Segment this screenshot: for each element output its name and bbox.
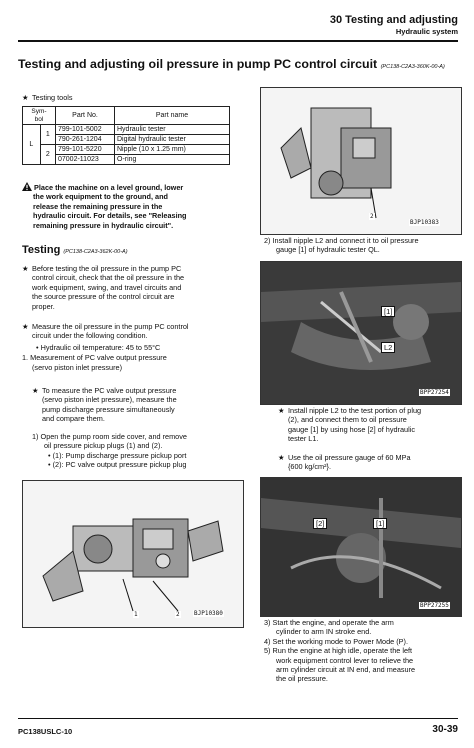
steps-end: 3) Start the engine, and operate the arm cylinder to arm IN stroke end. 4) Set the working mode to Power Mode (P). 5) Run the engine at high idle, operate the left work equipment control lever to relieve the arm cylinder circuit at IN end, and measure the oil pressure. xyxy=(264,618,416,684)
figure-code: BPP27255 xyxy=(420,602,449,609)
testing-paragraph-2: ★ Measure the oil pressure in the pump PC control circuit under the following condition. • Hydraulic oil temperature: 45 to 55°C 1. Measurement of PC valve output pressure (servo piston inlet pressure) xyxy=(22,322,189,372)
testing-tools-table xyxy=(22,106,230,165)
figure-code: BJP10383 xyxy=(410,219,439,226)
pump-drawing xyxy=(261,88,461,234)
section-subtitle: Hydraulic system xyxy=(395,27,458,36)
photo-install-nipple xyxy=(260,261,462,405)
star-icon: ★ xyxy=(22,264,29,273)
page-title-code: (PC138-C2A3-360K-00-A) xyxy=(380,64,445,70)
col-symbol-header: Sym- bol xyxy=(23,107,56,125)
col-part-header: Part No. xyxy=(56,107,115,125)
symbol-cell: L xyxy=(23,125,41,165)
figure-code: BJP10380 xyxy=(194,610,223,617)
testing-substep-1: 1) Open the pump room side cover, and remove oil pressure pickup plugs (1) and (2). • (1): Pump discharge pressure pickup port • (2): PC valve output pressure pickup plug xyxy=(32,432,187,470)
page-number: 30-39 xyxy=(432,724,458,735)
star-icon: ★ xyxy=(32,386,39,395)
callout-hose-2: [2] xyxy=(313,518,327,529)
testing-tools-label: ★ Testing tools xyxy=(22,93,73,102)
model-number: PC138USLC-10 xyxy=(18,727,73,736)
header-rule xyxy=(18,40,458,42)
right-paragraph-2: ★ Use the oil pressure gauge of 60 MPa {600 kg/cm²}. xyxy=(278,453,411,472)
callout-2: 2 xyxy=(176,611,180,618)
footer-rule xyxy=(18,718,458,719)
testing-heading: Testing (PC138-C2A3-362K-00-A) xyxy=(22,244,128,256)
col-name-header: Part name xyxy=(115,107,230,125)
callout-nipple-l2: L2 xyxy=(381,342,395,353)
section-title: 30 Testing and adjusting xyxy=(329,14,458,26)
page-title xyxy=(18,57,463,74)
page-title-text: Testing and adjusting oil pressure in pump PC control circuit xyxy=(18,57,378,71)
callout-1: 1 xyxy=(134,611,138,618)
table-row: 790-261-1204 Digital hydraulic tester xyxy=(23,135,230,145)
table-row: L 1 799-101-5002 Hydraulic tester xyxy=(23,125,230,135)
warning-icon xyxy=(22,182,32,191)
pump-drawing xyxy=(23,481,243,627)
testing-paragraph-3: ★ To measure the PC valve output pressure (servo piston inlet pressure), measure the pump discharge pressure simultaneously and compare them. xyxy=(32,386,177,424)
callout-gauge-1: [1] xyxy=(373,518,387,529)
right-paragraph-1: ★ Install nipple L2 to the test portion of plug (2), and connect them to oil pressure gauge [1] by using hose [2] of hydraulic tester L1. xyxy=(278,406,422,444)
photo-gauge-hose xyxy=(260,477,462,617)
testing-paragraph-1: ★ Before testing the oil pressure in the pump PC control circuit, check that the oil pressure in the work equipment, swing, and travel circuits and the source pressure of the control circuit are proper. xyxy=(22,264,185,311)
table-row: 07002-11023 O-ring xyxy=(23,155,230,165)
engine-photo xyxy=(261,262,461,404)
star-icon: ★ xyxy=(278,406,285,415)
callout-2: 2 xyxy=(370,213,374,220)
step-2: 2) Install nipple L2 and connect it to oil pressure gauge [1] of hydraulic tester QL. xyxy=(264,236,419,255)
star-icon: ★ xyxy=(278,453,285,462)
warning-block: Place the machine on a level ground, lower the work equipment to the ground, and release the remaining pressure in the hydraulic circuit. For details, see "Releasing remaining pressure in hydraulic circuit". xyxy=(22,182,242,230)
engine-photo xyxy=(261,478,461,616)
figure-code: BPP27254 xyxy=(420,389,449,396)
callout-gauge-1: [1] xyxy=(381,306,395,317)
table-row: 2 799-101-5220 Nipple (10 x 1.25 mm) xyxy=(23,145,230,155)
star-icon: ★ xyxy=(22,93,29,102)
star-icon: ★ xyxy=(22,322,29,331)
pump-diagram-right xyxy=(260,87,462,235)
pump-diagram-left xyxy=(22,480,244,628)
